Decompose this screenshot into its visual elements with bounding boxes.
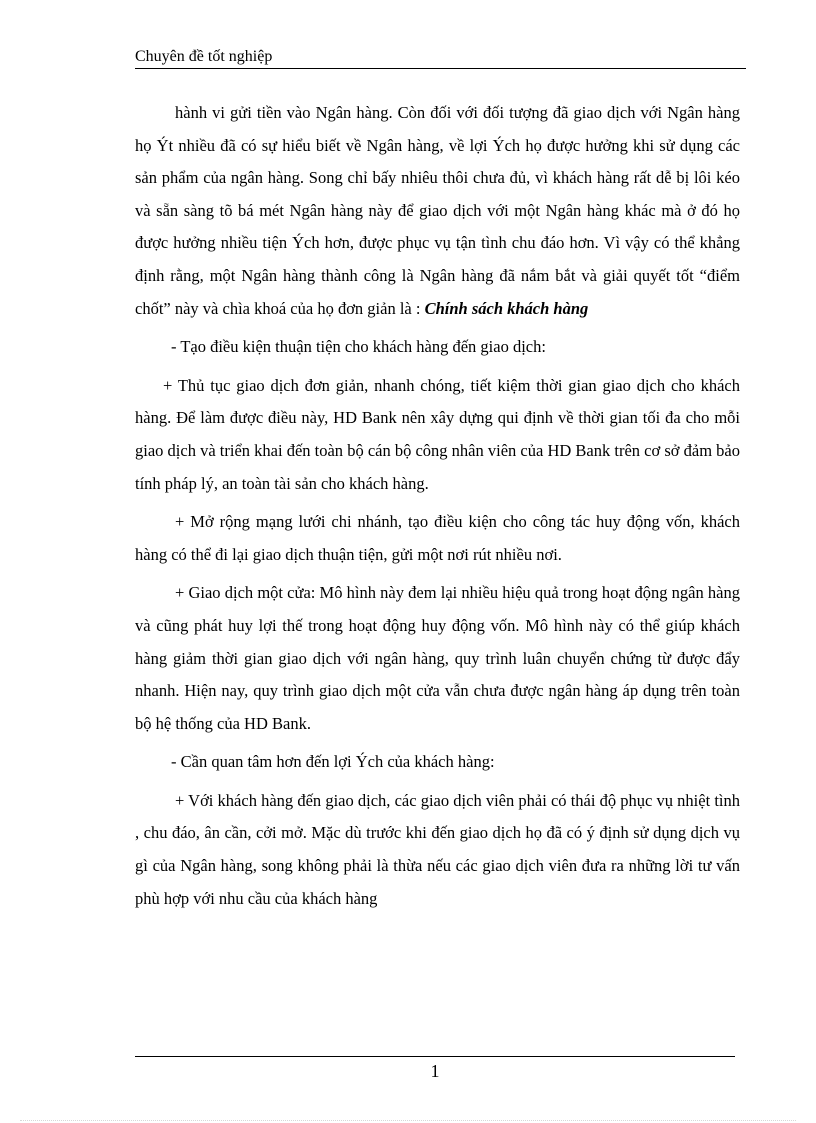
item-teller-attitude: + Với khách hàng đến giao dịch, các giao dịch viên phải có thái độ phục vụ nhiệt tình , chu đáo, ân cần, cởi mở. Mặc dù trước khi đến giao dịch họ đã có ý định sử dụng dịch vụ gì của Ngân hàng, song không phải là thừa nếu các giao dịch viên đưa ra những lời tư vấn phù hợp với nhu cầu của khách hàng	[135, 790, 740, 908]
emphasis-customer-policy: Chính sách khách hàng	[424, 298, 589, 318]
page-edge-divider	[20, 1120, 796, 1121]
page-number: 1	[430, 1061, 440, 1081]
item-branch-network: + Mở rộng mạng lưới chi nhánh, tạo điều kiện cho công tác huy động vốn, khách hàng có thể đi lại giao dịch thuận tiện, gửi một nơi rút nhiều nơi.	[135, 512, 740, 564]
item-one-stop-transaction: + Giao dịch một cửa: Mô hình này đem lại nhiều hiệu quả trong hoạt động ngân hàng và cũng phát huy lợi thế trong hoạt động huy động vốn. Mô hình này có thể giúp khách hàng giảm thời gian giao dịch với ngân hàng, quy trình luân chuyển chứng từ được đẩy nhanh. Hiện nay, quy trình giao dịch một cửa vẫn chưa được ngân hàng áp dụng trên toàn bộ hệ thống của HD Bank.	[135, 583, 740, 733]
document-body	[135, 97, 740, 915]
page-header	[135, 46, 746, 69]
item-simple-procedures: + Thủ tục giao dịch đơn giản, nhanh chóng, tiết kiệm thời gian giao dịch cho khách hàng. Để làm được điều này, HD Bank nên xây dựng qui định về thời gian tối đa cho mỗi giao dịch và triển khai đến toàn bộ cán bộ công nhân viên của HD Bank trên cơ sở đảm bảo tính pháp lý, an toàn tài sản cho khách hàng.	[135, 375, 740, 493]
paragraph-text: hành vi gửi tiền vào Ngân hàng. Còn đối với đối tượng đã giao dịch với Ngân hàng họ Ýt nhiều đã có sự hiểu biết về Ngân hàng, về lợi Ých họ được hưởng khi sử dụng các sản phẩm của ngân hàng. Song chỉ bấy nhiêu thôi chưa đủ, vì khách hàng rất dễ bị lôi kéo và sẵn sàng tõ bá mét Ngân hàng này để giao dịch với một Ngân hàng khác mà ở đó họ được hưởng nhiều tiện Ých hơn, được phục vụ tận tình chu đáo hơn. Vì vậy có thể khẳng định rằng, một Ngân hàng thành công là Ngân hàng đã nắm bắt và giải quyết tốt “điểm chốt” này và chìa khoá của họ đơn giản là :	[135, 103, 740, 318]
bullet-customer-benefits: - Cần quan tâm hơn đến lợi Ých của khách hàng:	[171, 752, 495, 772]
header-title: Chuyên đề tốt nghiệp	[135, 48, 273, 65]
footer-rule	[135, 1056, 735, 1057]
paragraph-customer-behavior	[135, 97, 740, 325]
bullet-convenient-conditions: - Tạo điều kiện thuận tiện cho khách hàng đến giao dịch:	[171, 337, 546, 357]
